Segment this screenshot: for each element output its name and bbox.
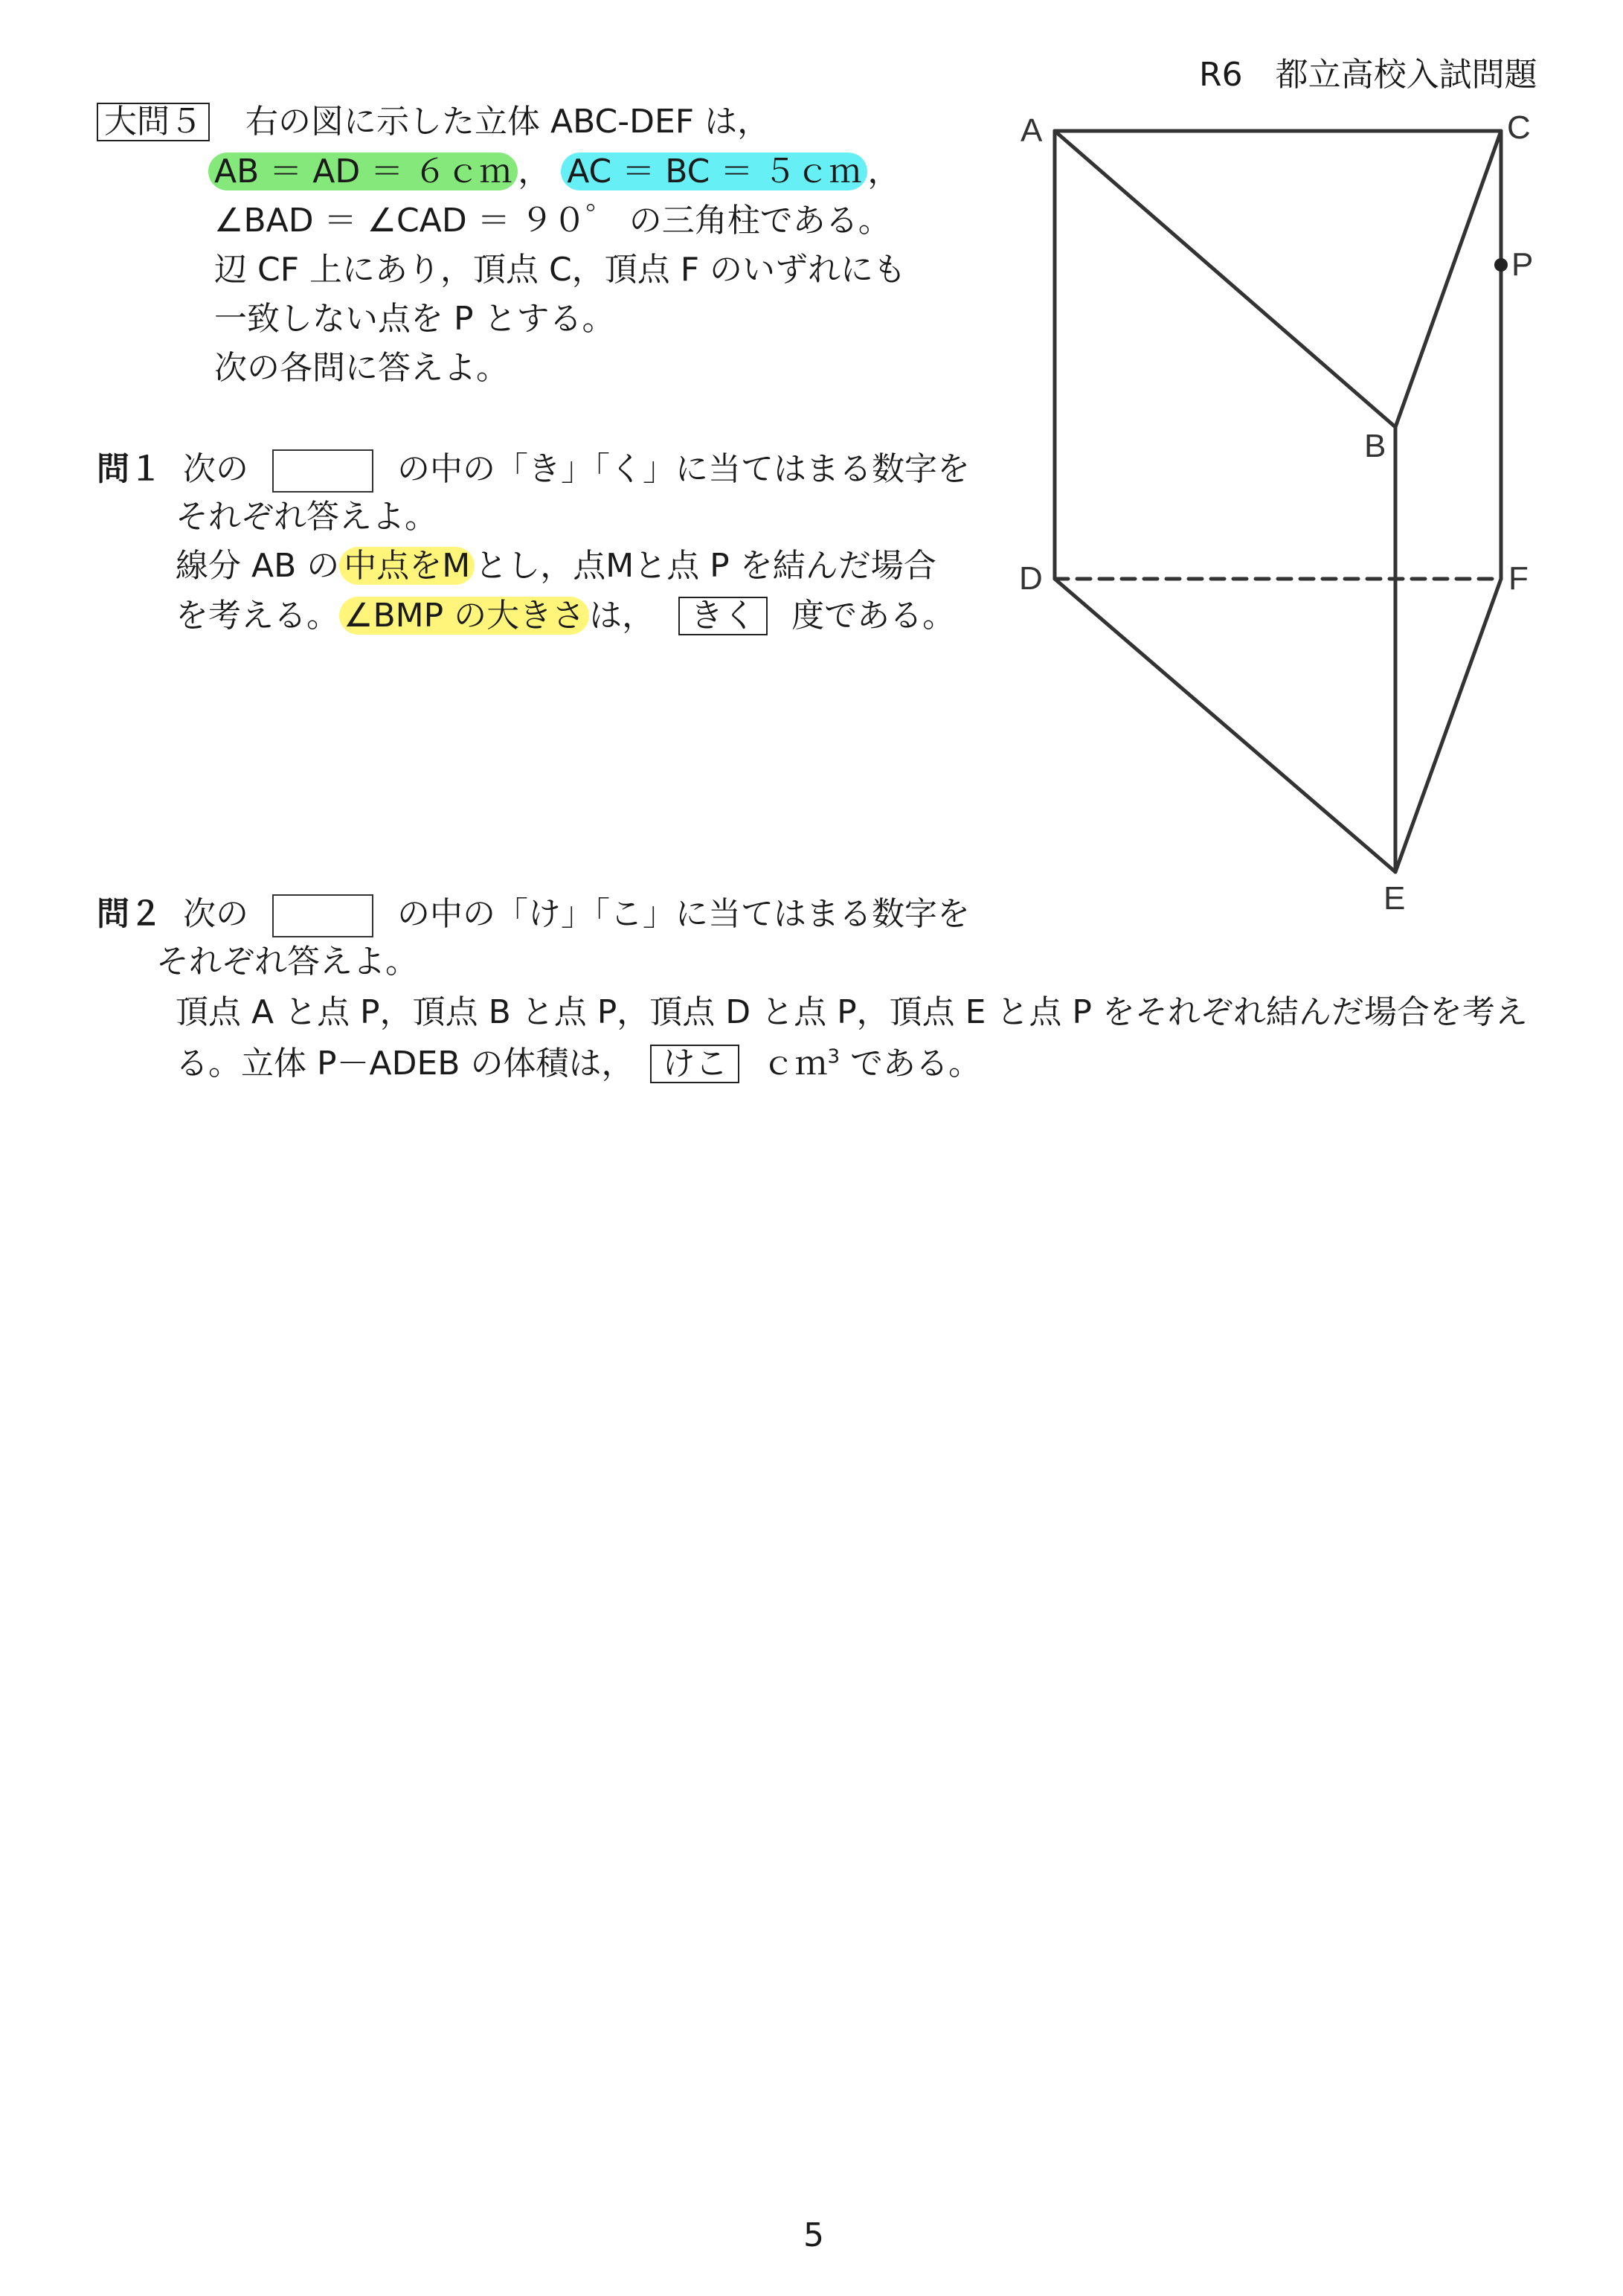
problem-line5: 一致しない点を P とする。	[214, 300, 615, 338]
label-a: A	[1021, 112, 1043, 149]
q1-line4-a: を考える。	[176, 597, 339, 635]
q1-angle-highlight: ∠BMP の大きさ	[339, 597, 589, 635]
q2-answer-box: けこ	[650, 1045, 739, 1083]
label-c: C	[1507, 109, 1531, 146]
label-b: B	[1364, 428, 1386, 464]
q1-line2: それぞれ答えよ。	[176, 498, 437, 536]
problem-label: 大問５	[97, 103, 210, 141]
edge-bc	[1395, 131, 1501, 427]
problem-line4: 辺 CF 上にあり，頂点 C，頂点 F のいずれにも	[214, 251, 906, 289]
q1-pre: 次の	[183, 450, 248, 488]
q2-line4-c: である。	[840, 1045, 982, 1083]
q1-midpoint-highlight: 中点をM	[339, 547, 475, 585]
edge-de	[1055, 579, 1395, 872]
q1-line4-b: は，	[589, 597, 655, 635]
condition-end: ，	[867, 153, 901, 190]
condition-ab-ad: AB ＝ AD ＝ ６ｃｍ	[208, 153, 518, 190]
q2-line3: 頂点 A と点 P，頂点 B と点 P，頂点 D と点 P，頂点 E と点 P をそれぞれ結んだ場合を考え	[176, 993, 1528, 1031]
q1-line3-b: とし，点Mと点 P を結んだ場合	[475, 547, 936, 585]
q1-line4-c: 度である。	[791, 597, 956, 635]
condition-separator: ，	[518, 153, 551, 190]
q1-line3-a: 線分 AB の	[176, 547, 340, 585]
q2-post: の中の「け」「こ」に当てはまる数字を	[397, 895, 970, 933]
q1-number: 問１	[97, 450, 162, 488]
page-number: 5	[803, 2216, 824, 2254]
problem-intro-text: 右の図に示した立体 ABC-DEF は，	[245, 103, 771, 141]
q2-unit-superscript: 3	[827, 1045, 841, 1068]
q1-post: の中の「き」「く」に当てはまる数字を	[397, 450, 970, 488]
condition-ac-bc: AC ＝ BC ＝ ５ｃｍ	[561, 153, 867, 190]
q2-line4-a: る。立体 P－ADEB の体積は，	[176, 1045, 634, 1083]
q2-pre: 次の	[183, 895, 248, 933]
problem-line3: ∠BAD ＝ ∠CAD ＝ ９０゜ の三角柱である。	[214, 202, 891, 240]
problem-line6: 次の各問に答えよ。	[214, 349, 509, 387]
q2-unit: ｃｍ	[762, 1045, 828, 1083]
header-title: R6 都立高校入試問題	[1199, 56, 1537, 94]
edge-ab	[1055, 131, 1395, 427]
label-e: E	[1383, 880, 1406, 917]
q2-number: 問２	[97, 895, 162, 933]
point-p	[1494, 258, 1508, 272]
label-f: F	[1508, 560, 1529, 597]
label-p: P	[1511, 246, 1534, 283]
label-d: D	[1019, 560, 1043, 597]
q1-answer-box: きく	[678, 597, 768, 635]
edge-ef	[1395, 579, 1501, 872]
q2-line2: それぞれ答えよ。	[156, 943, 418, 981]
